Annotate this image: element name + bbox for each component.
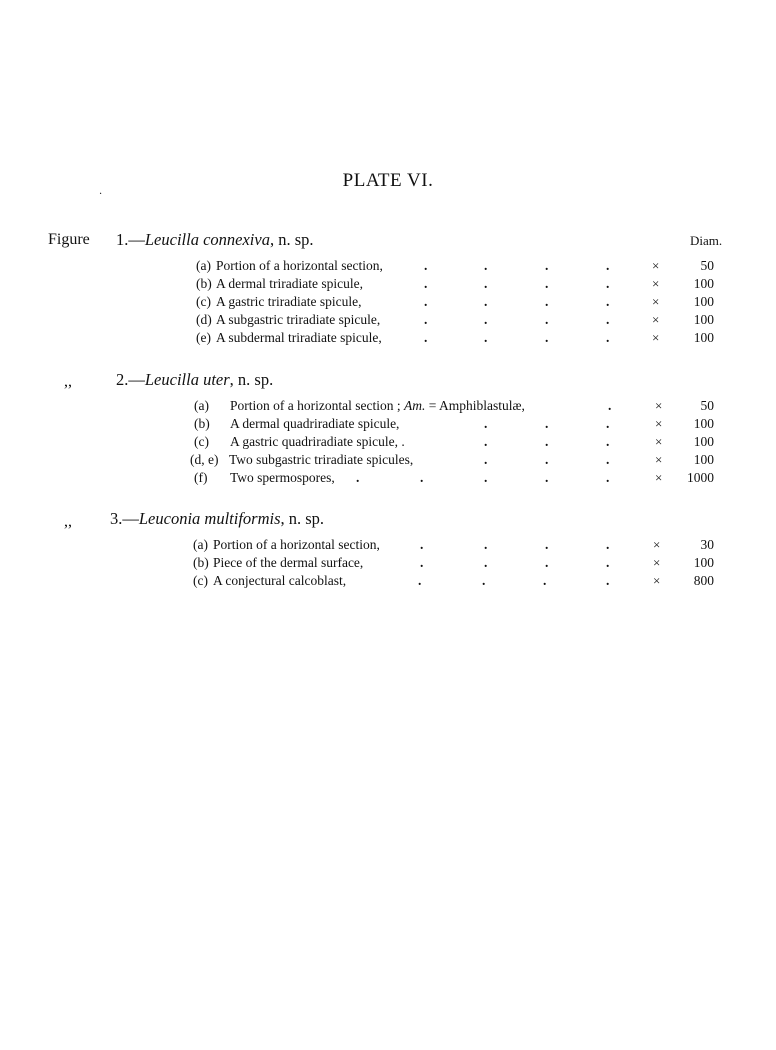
leader-dot: . (545, 470, 549, 485)
figure-3-item-a (0, 537, 776, 555)
leader-dot: . (606, 312, 610, 327)
leader-dot: . (420, 470, 424, 485)
item-description: A conjectural calcoblast, (213, 573, 347, 588)
leader-dot: . (484, 470, 488, 485)
figure-2-number: 2.— (116, 370, 145, 389)
item-magnification: 100 (693, 312, 714, 327)
times-sign: × (652, 330, 660, 345)
leader-dot: . (545, 537, 549, 552)
item-description: Two subgastric triradiate spicules, (229, 452, 414, 467)
item-label: (e) (196, 330, 211, 345)
leader-dot: . (545, 555, 549, 570)
times-sign: × (652, 312, 660, 327)
item-description: A subdermal triradiate spicule, (216, 330, 382, 345)
times-sign: × (652, 276, 660, 291)
leader-dot: . (543, 573, 547, 588)
figure-3-heading (110, 509, 324, 529)
leader-dot: . (484, 258, 488, 273)
leader-dot: . (418, 573, 422, 588)
figure-3-suffix: , n. sp. (280, 509, 325, 528)
leader-dot: . (545, 452, 549, 467)
leader-dot: . (606, 434, 610, 449)
figure-2-item-b (0, 416, 776, 434)
item-description: Two spermospores, (230, 470, 335, 485)
leader-dot: . (608, 398, 612, 413)
diam-column-header: Diam. (690, 233, 723, 248)
item-magnification: 1000 (687, 470, 714, 485)
leader-dot: . (545, 312, 549, 327)
times-sign: × (655, 416, 663, 431)
leader-dot: . (545, 434, 549, 449)
leader-dot: . (606, 416, 610, 431)
item-label: (d) (196, 312, 212, 327)
item-description: A gastric quadriradiate spicule, . (230, 434, 405, 449)
leader-dot: . (484, 555, 488, 570)
times-sign: × (653, 537, 661, 552)
item-description: Piece of the dermal surface, (213, 555, 364, 570)
item-magnification: 800 (693, 573, 714, 588)
figure-2-heading (116, 370, 273, 390)
times-sign: × (655, 434, 663, 449)
times-sign: × (652, 294, 660, 309)
item-description: A dermal quadriradiate spicule, (230, 416, 400, 431)
item-magnification: 100 (693, 434, 714, 449)
item-label: (f) (194, 470, 208, 485)
leader-dot: . (484, 330, 488, 345)
leader-dot: . (484, 294, 488, 309)
leader-dot: . (545, 294, 549, 309)
times-sign: × (655, 398, 663, 413)
leader-dot: . (484, 416, 488, 431)
leader-dot: . (606, 330, 610, 345)
leader-dot: . (606, 452, 610, 467)
figure-2-item-a (0, 398, 776, 416)
figure-1-suffix: , n. sp. (269, 230, 314, 249)
leader-dot: . (424, 312, 428, 327)
figure-1-heading (116, 230, 314, 250)
times-sign: × (652, 258, 660, 273)
figure-2-item-f (0, 470, 776, 488)
figure-3-number: 3.— (110, 509, 139, 528)
figure-1-item-e (0, 330, 776, 348)
leader-dot: . (424, 258, 428, 273)
item-description: A gastric triradiate spicule, (216, 294, 362, 309)
stray-mark: . (99, 186, 103, 197)
leader-dot: . (420, 555, 424, 570)
figure-1-species: Leucilla connexiva (144, 230, 270, 249)
figure-3-item-c (0, 573, 776, 591)
item-description: Portion of a horizontal section, (213, 537, 380, 552)
item-magnification: 100 (693, 452, 714, 467)
item-magnification: 30 (700, 537, 714, 552)
item-label: (a) (196, 258, 211, 273)
figure-2-suffix: , n. sp. (229, 370, 274, 389)
item-magnification: 100 (693, 330, 714, 345)
item-description (230, 398, 525, 414)
figure-1-prefix: Figure (48, 231, 90, 248)
figure-3-species: Leuconia multiformis (138, 509, 281, 528)
item-label: (b) (193, 555, 209, 570)
leader-dot: . (484, 452, 488, 467)
figure-3-prefix: ,, (64, 513, 72, 530)
item-description: A subgastric triradiate spicule, (216, 312, 381, 327)
item-magnification: 100 (693, 276, 714, 291)
item-label: (c) (196, 294, 211, 309)
leader-dot: . (356, 470, 360, 485)
leader-dot: . (545, 330, 549, 345)
figure-1-item-c (0, 294, 776, 312)
item-magnification: 50 (700, 258, 714, 273)
times-sign: × (655, 452, 663, 467)
times-sign: × (653, 555, 661, 570)
item-label: (c) (193, 573, 208, 588)
figure-2-item-c (0, 434, 776, 452)
item-label: (a) (193, 537, 208, 552)
plate-title: PLATE VI. (342, 170, 434, 191)
leader-dot: . (424, 276, 428, 291)
item-label: (a) (194, 398, 209, 413)
item-magnification: 100 (693, 416, 714, 431)
item-abbreviation: Am. (403, 398, 426, 413)
leader-dot: . (606, 258, 610, 273)
leader-dot: . (484, 537, 488, 552)
leader-dot: . (424, 330, 428, 345)
leader-dot: . (420, 537, 424, 552)
figure-1-number: 1.— (116, 230, 145, 249)
item-label: (b) (194, 416, 210, 431)
leader-dot: . (606, 276, 610, 291)
item-magnification: 50 (700, 398, 714, 413)
leader-dot: . (606, 573, 610, 588)
figure-2-prefix: ,, (64, 373, 72, 390)
item-magnification: 100 (693, 294, 714, 309)
figure-2-item-de (0, 452, 776, 470)
item-description-main: Portion of a horizontal section ; (230, 398, 401, 413)
times-sign: × (655, 470, 663, 485)
leader-dot: . (606, 537, 610, 552)
leader-dot: . (424, 294, 428, 309)
leader-dot: . (484, 312, 488, 327)
leader-dot: . (606, 294, 610, 309)
item-label: (c) (194, 434, 209, 449)
figure-1-item-a (0, 258, 776, 276)
times-sign: × (653, 573, 661, 588)
figure-1-item-d (0, 312, 776, 330)
figure-3-item-b (0, 555, 776, 573)
item-label: (d, e) (190, 452, 219, 467)
item-description: Portion of a horizontal section, (216, 258, 383, 273)
leader-dot: . (606, 555, 610, 570)
leader-dot: . (606, 470, 610, 485)
leader-dot: . (545, 416, 549, 431)
leader-dot: . (545, 276, 549, 291)
leader-dot: . (484, 276, 488, 291)
leader-dot: . (484, 434, 488, 449)
item-description-tail: = Amphiblastulæ, (425, 398, 525, 413)
item-magnification: 100 (693, 555, 714, 570)
item-description: A dermal triradiate spicule, (216, 276, 363, 291)
figure-2-species: Leucilla uter (144, 370, 230, 389)
leader-dot: . (545, 258, 549, 273)
leader-dot: . (482, 573, 486, 588)
item-label: (b) (196, 276, 212, 291)
figure-1-item-b (0, 276, 776, 294)
